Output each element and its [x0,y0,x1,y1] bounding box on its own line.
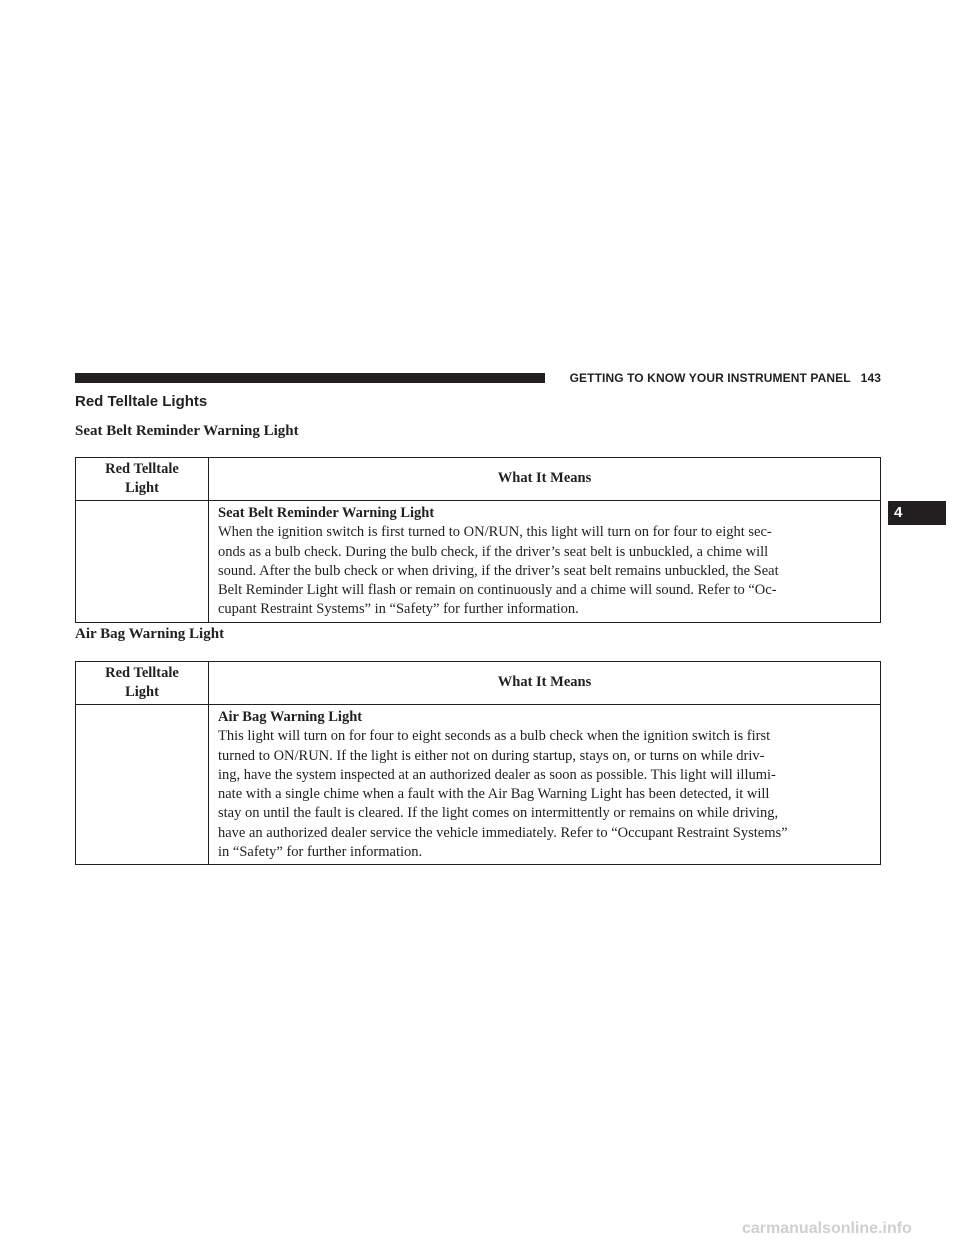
page-number: 143 [860,371,881,385]
telltale-icon-cell [76,501,209,623]
description-line: stay on until the fault is cleared. If the light comes on intermittently or remains on while driving, [218,805,779,822]
running-header [556,369,881,387]
header-rule [75,373,545,383]
table-row [76,705,881,865]
meaning-cell [209,501,881,623]
row-title: Air Bag Warning Light [218,709,363,725]
description-line: This light will turn on for four to eight seconds as a bulb check when the ignition switch is first [218,728,771,745]
svg-text:carmanualsonline.info: carmanualsonline.info [742,1220,912,1237]
description-line: When the ignition switch is first turned to ON/RUN, this light will turn on for four to eight sec- [218,524,772,541]
description-line: onds as a bulb check. During the bulb check, if the driver’s seat belt is unbuckled, a chime will [218,543,769,560]
description-line: sound. After the bulb check or when driving, if the driver’s seat belt remains unbuckled, the Seat [218,562,779,579]
description-line: have an authorized dealer service the vehicle immediately. Refer to “Occupant Restraint Systems” [218,824,788,841]
running-title: GETTING TO KNOW YOUR INSTRUMENT PANEL [569,371,851,385]
description-line: ing, have the system inspected at an authorized dealer as soon as possible. This light will illumi- [218,766,776,783]
description-line: cupant Restraint Systems” in “Safety” for further information. [218,601,579,618]
column-header-light: Red Telltale Light [76,458,209,501]
table-header-row [76,662,881,705]
section-title: Red Telltale Lights [75,393,208,410]
telltale-icon-cell [76,705,209,865]
column-header-meaning: What It Means [209,662,881,705]
meaning-cell [209,705,881,865]
chapter-tab: 4 [888,501,946,525]
table-heading-seat-belt: Seat Belt Reminder Warning Light [75,423,299,439]
description-line: turned to ON/RUN. If the light is either not on during startup, stays on, or turns on while driv- [218,747,765,764]
column-header-light: Red Telltale Light [76,662,209,705]
watermark-logo [742,1216,954,1238]
row-title: Seat Belt Reminder Warning Light [218,505,435,521]
column-header-meaning: What It Means [209,458,881,501]
description-line: in “Safety” for further information. [218,844,423,861]
air-bag-table [75,661,881,865]
seat-belt-table [75,457,881,623]
table-row [76,501,881,623]
table-header-row [76,458,881,501]
table-heading-air-bag: Air Bag Warning Light [75,626,225,642]
description-line: nate with a single chime when a fault with the Air Bag Warning Light has been detected, it will [218,786,770,803]
description-line: Belt Reminder Light will flash or remain on continuously and a chime will sound. Refer to “Oc- [218,582,777,599]
